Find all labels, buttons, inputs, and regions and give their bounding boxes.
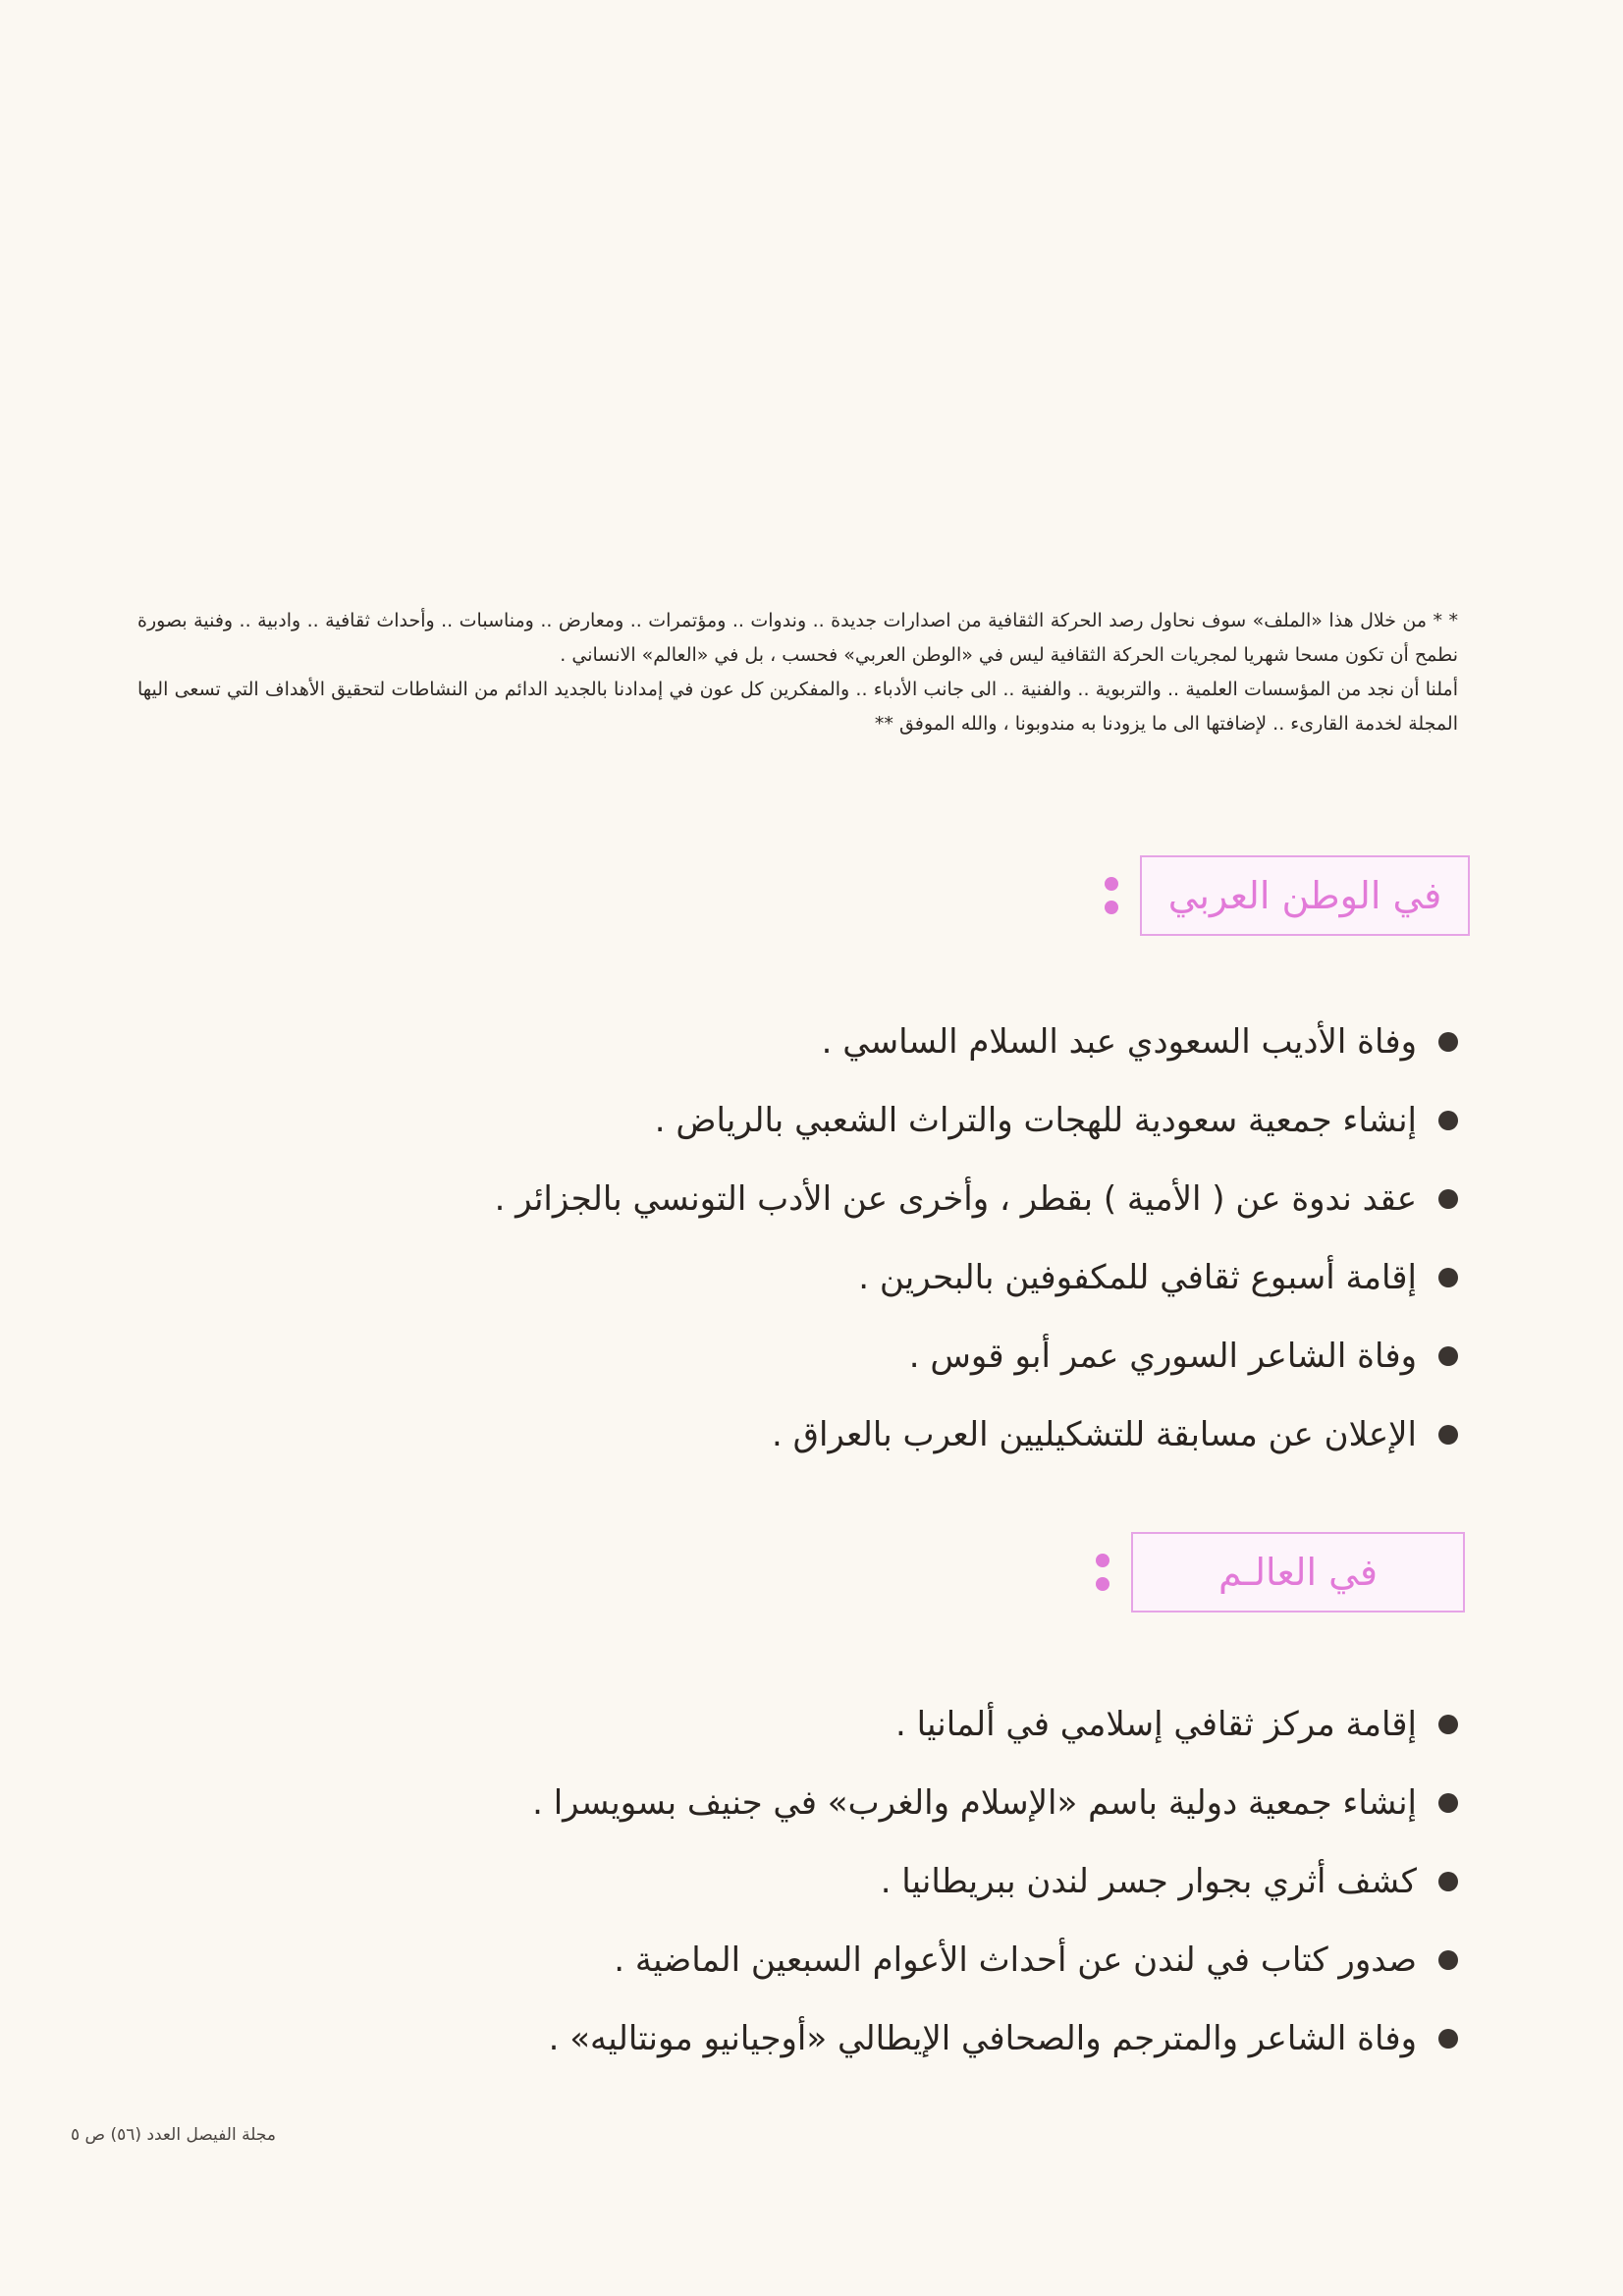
section-title-world: في العالـم [1131,1532,1465,1613]
list-item: كشف أثري بجوار جسر لندن ببريطانيا . [532,1842,1458,1921]
list-item: وفاة الأديب السعودي عبد السلام الساسي . [495,1003,1458,1081]
list-item: وفاة الشاعر السوري عمر أبو قوس . [495,1317,1458,1395]
intro-paragraph-1: * * من خلال هذا «الملف» سوف نحاول رصد الحركة الثقافية من اصدارات جديدة .. وندوات .. ومؤتمرات .. ومعارض .. ومناسبات .. وأحداث ثقافية .. وادبية .. وفنية بصورة نطمح أن تكون مسحا شهريا لمجريات الحركة الثقافية ليس في «الوطن العربي» فحسب ، بل في «العالم» الانساني . [137,610,1458,666]
colon-dots-icon [1105,877,1118,914]
section-header-arab-world [1077,855,1470,936]
list-item: صدور كتاب في لندن عن أحداث الأعوام السبعين الماضية . [532,1921,1458,1999]
section-header-world [1072,1532,1465,1613]
colon-dots-icon [1096,1554,1109,1591]
bullet-icon [1438,1793,1458,1813]
intro-paragraph-2: أملنا أن نجد من المؤسسات العلمية .. والتربوية .. والفنية .. الى جانب الأدباء .. والمفكرين كل عون في إمدادنا بالجديد الدائم من النشاطات لتحقيق الأهداف التي تسعى اليها المجلة لخدمة القارىء .. لإضافتها الى ما يزودنا به مندوبونا ، والله الموفق ** [137,679,1458,735]
bullet-icon [1438,1425,1458,1445]
bullet-icon [1438,1950,1458,1970]
list-item: إنشاء جمعية سعودية للهجات والتراث الشعبي بالرياض . [495,1081,1458,1160]
bullet-icon [1438,1189,1458,1209]
section-title-arab-world: في الوطن العربي [1140,855,1470,936]
bullet-icon [1438,1268,1458,1287]
list-item: إنشاء جمعية دولية باسم «الإسلام والغرب» في جنيف بسويسرا . [532,1764,1458,1842]
world-news-list [532,1685,1458,2078]
page-footer: مجلة الفيصل العدد (٥٦) ص ٥ [71,2125,276,2145]
list-item: إقامة أسبوع ثقافي للمكفوفين بالبحرين . [495,1238,1458,1317]
bullet-icon [1438,2029,1458,2049]
list-item: وفاة الشاعر والمترجم والصحافي الإيطالي «أوجيانيو مونتاليه» . [532,1999,1458,2078]
bullet-icon [1438,1346,1458,1366]
intro-text [137,604,1458,741]
arab-world-news-list [495,1003,1458,1474]
list-item: عقد ندوة عن ( الأمية ) بقطر ، وأخرى عن الأدب التونسي بالجزائر . [495,1160,1458,1238]
list-item: الإعلان عن مسابقة للتشكيليين العرب بالعراق . [495,1395,1458,1474]
list-item: إقامة مركز ثقافي إسلامي في ألمانيا . [532,1685,1458,1764]
bullet-icon [1438,1032,1458,1052]
bullet-icon [1438,1111,1458,1130]
bullet-icon [1438,1872,1458,1891]
bullet-icon [1438,1715,1458,1734]
